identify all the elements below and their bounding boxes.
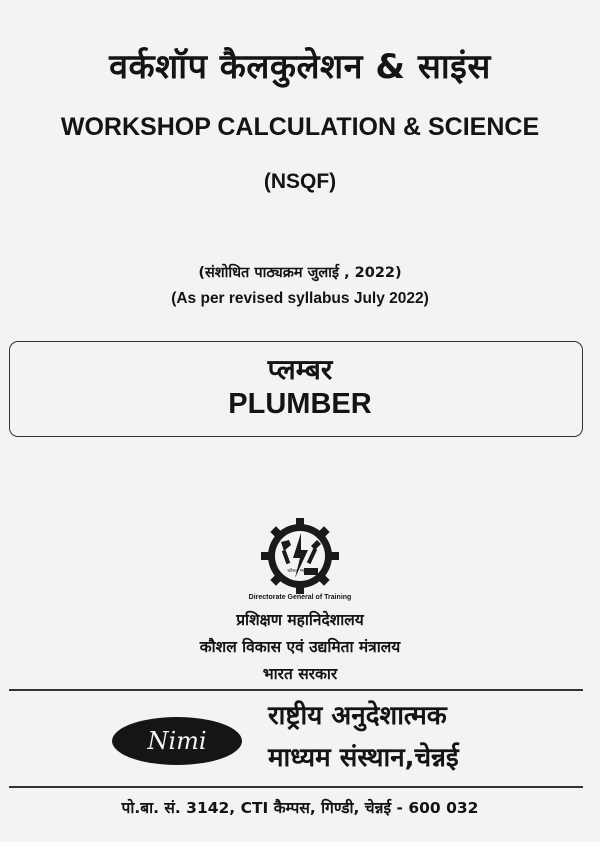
divider-top bbox=[9, 689, 583, 691]
syllabus-note-hindi: (संशोधित पाठ्यक्रम जुलाई , 2022) bbox=[198, 265, 402, 281]
emblem-inner-text: कौशल भारत bbox=[287, 569, 309, 574]
title-hindi: वर्कशॉप कैलकुलेशन & साइंस bbox=[109, 47, 491, 87]
title-english: WORKSHOP CALCULATION & SCIENCE bbox=[60, 113, 540, 141]
divider-bottom bbox=[9, 786, 583, 788]
ministry-name-hindi: कौशल विकास एवं उद्यमिता मंत्रालय bbox=[199, 638, 401, 656]
publisher-name-line2: माध्यम संस्थान,चेन्नई bbox=[268, 743, 459, 773]
nimi-logo-text: Nimi bbox=[147, 727, 207, 755]
publisher-name-line1: राष्ट्रीय अनुदेशात्मक bbox=[268, 701, 447, 731]
nsqf-label: (NSQF) bbox=[263, 170, 337, 193]
trade-name-hindi: प्लम्बर bbox=[267, 353, 333, 386]
trade-name-english: PLUMBER bbox=[228, 388, 372, 420]
dgt-name-hindi: प्रशिक्षण महानिदेशालय bbox=[236, 611, 364, 629]
publisher-address: पो.बा. सं. 3142, CTI कैम्पस, गिण्डी, चेन्नई - 600 032 bbox=[121, 799, 479, 817]
emblem-caption: Directorate General of Training bbox=[248, 594, 352, 601]
syllabus-note-english: (As per revised syllabus July 2022) bbox=[171, 290, 429, 307]
nimi-logo-icon bbox=[111, 716, 243, 766]
dgt-emblem-icon bbox=[261, 518, 339, 594]
government-name-hindi: भारत सरकार bbox=[262, 665, 338, 683]
